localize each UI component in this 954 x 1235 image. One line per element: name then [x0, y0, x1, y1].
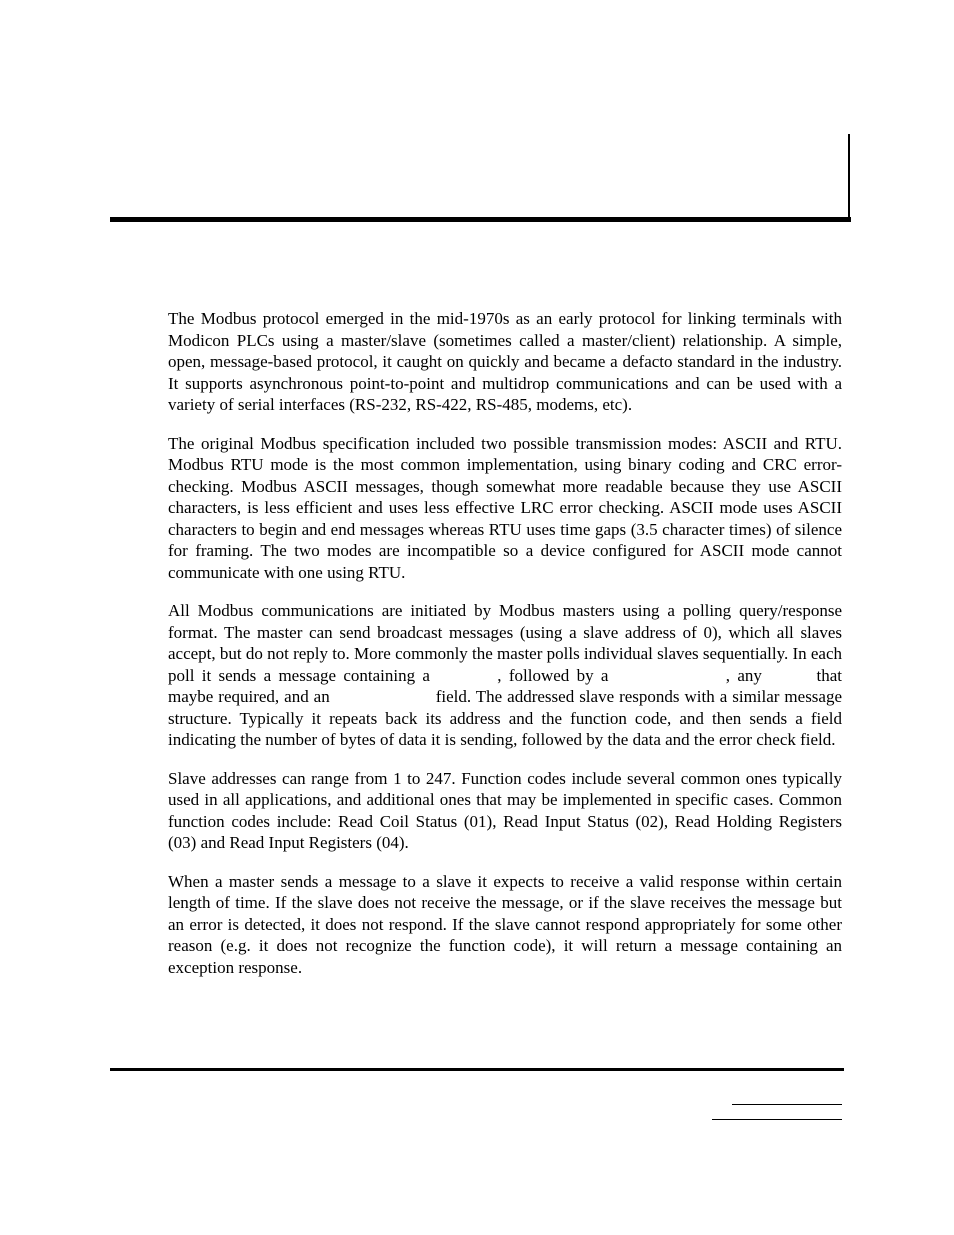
header-vertical-rule	[848, 134, 850, 220]
footer-link-underline	[732, 1104, 842, 1105]
communications-text-4: that maybe required, and an	[168, 665, 842, 706]
paragraph-function-codes: Slave addresses can range from 1 to 247. Function codes include several common ones typically used in all applications, and additional ones that may be implemented in specific cases. Common function codes include: Read Coil Status (01), Read Input Status (02), Read Holding Registers (03) and Read Input Registers (04).	[168, 768, 842, 852]
paragraph-transmission-modes: The original Modbus specification included two possible transmission modes: ASCII and RTU. Modbus RTU mode is the most common implementation, using binary coding and CRC error-checking. Modbus ASCII messages, though somewhat more readable because they use ASCII characters, is less efficient and uses less effective LRC error checking. ASCII mode uses ASCII characters to begin and end messages whereas RTU uses time gaps (3.5 character times) of silence for framing. The two modes are incompatible so a device configured for ASCII mode cannot communicate with one using RTU.	[168, 433, 842, 582]
header-rule	[110, 217, 851, 222]
communications-text-5: field. The addressed slave responds with a similar message structure. Typically it repeats back its address and the function code, and then sends a field indicating the number of bytes of data it is sending, followed by the data and the error check field.	[168, 687, 843, 749]
paragraph-responses: When a master sends a message to a slave it expects to receive a valid response within certain length of time. If the slave does not receive the message, or if the slave receives the message but an error is detected, it does not respond. If the slave cannot respond appropriately for some other reason (e.g. it does not recognize the function code), it will return a message containing an exception response.	[168, 871, 842, 977]
paragraph-communications	[168, 600, 842, 751]
paragraph-modbus-history: The Modbus protocol emerged in the mid-1970s as an early protocol for linking terminals with Modicon PLCs using a master/slave (sometimes called a master/client) relationship. A simple, open, message-based protocol, it caught on quickly and became a defacto standard in the industry. It supports asynchronous point-to-point and multidrop communications and can be used with a variety of serial interfaces (RS-232, RS-422, RS-485, modems, etc).	[168, 309, 842, 414]
communications-text-3: , any	[725, 665, 762, 685]
body-text	[168, 308, 842, 995]
footer-link-underline	[712, 1119, 842, 1120]
footer-rule	[110, 1068, 844, 1071]
communications-text-1: All Modbus communications are initiated by Modbus masters using a polling query/response format. The master can send broadcast messages (using a slave address of 0), which all slaves accept, but do not reply to. More commonly the master polls individual slaves sequentially. In each poll it sends a message containing a	[168, 601, 843, 685]
communications-text-2: , followed by a	[497, 665, 609, 685]
